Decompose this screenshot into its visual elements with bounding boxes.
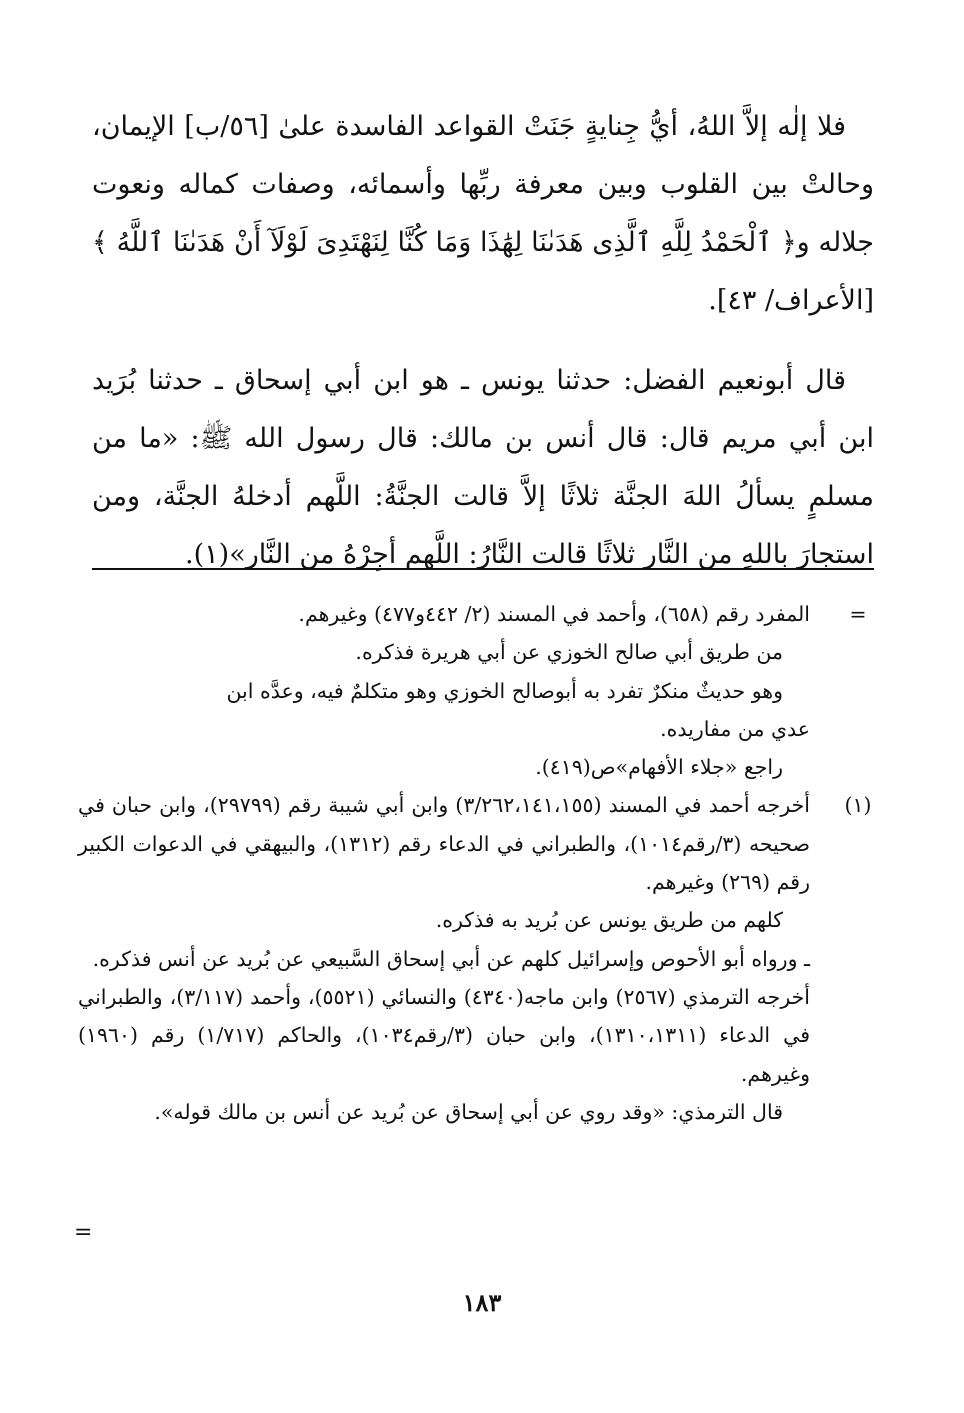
footnote-line bbox=[78, 978, 888, 1093]
footnote-line bbox=[78, 786, 888, 901]
footnote-line bbox=[78, 748, 888, 786]
paragraph-1: فلا إلٰه إلاَّ اللهُ، أيُّ جِنايةٍ جَنَتْ القواعد الفاسدة علىٰ [٥٦/ب] الإيمان، وحالتْ بين القلوب وبين معرفة ربِّها وأسمائه، وصفات كماله ونعوت جلاله و﴿ ٱلْحَمْدُ لِلَّهِ ٱلَّذِى هَدَىٰنَا لِهَٰذَا وَمَا كُنَّا لِنَهْتَدِىَ لَوْلَآ أَنْ هَدَىٰنَا ٱللَّهُ ﴾ [الأعراف/ ٤٣]. bbox=[92, 111, 874, 316]
footnote-text: راجع «جلاء الأفهام»ص(٤١٩). bbox=[535, 755, 783, 780]
continuation-mark: = bbox=[74, 1220, 93, 1245]
footnote-line bbox=[78, 672, 888, 710]
footnote-line bbox=[78, 595, 888, 633]
footnote-text: من طريق أبي صالح الخوزي عن أبي هريرة فذكره. bbox=[355, 640, 783, 665]
footnote-text: وهو حديثٌ منكرٌ تفرد به أبوصالح الخوزي وهو متكلمٌ فيه، وعدَّه ابن bbox=[226, 678, 783, 703]
footnote-text: قال الترمذي: «وقد روي عن أبي إسحاق عن بُريد عن أنس بن مالك قوله». bbox=[154, 1099, 783, 1124]
footnote-line bbox=[78, 901, 888, 939]
footnote-text: ـ ورواه أبو الأحوص وإسرائيل كلهم عن أبي إسحاق السَّبيعي عن بُريد عن أنس فذكره. bbox=[92, 946, 810, 971]
footnote-line bbox=[78, 633, 888, 671]
footnote-text: عدي من مفاريده. bbox=[660, 716, 810, 741]
footnote-text: أخرجه أحمد في المسند (٣/٢٦٢،١٤١،١٥٥) وابن أبي شيبة رقم (٢٩٧٩٩)، وابن حبان في صحيحه (٣/رقم١٠١٤)، والطبراني في الدعاء رقم (١٣١٢)، والبيهقي في الدعوات الكبير رقم (٢٦٩) وغيرهم. bbox=[78, 793, 810, 895]
footnote-line bbox=[78, 1093, 888, 1131]
footnote-marker: (١) bbox=[844, 793, 872, 818]
footnote-text: كلهم من طريق يونس عن بُريد به فذكره. bbox=[435, 908, 783, 933]
footnote-text: أخرجه الترمذي (٢٥٦٧) وابن ماجه(٤٣٤٠) والنسائي (٥٥٢١)، وأحمد (٣/١١٧)، والطبراني في الدعاء (١٣١٠،١٣١١)، وابن حبان (٣/رقم١٠٣٤)، والحاكم (١/٧١٧) رقم (١٩٦٠) وغيرهم. bbox=[78, 984, 810, 1086]
footnotes bbox=[78, 595, 888, 1131]
footnote-separator bbox=[92, 568, 874, 570]
page-number: ١٨٣ bbox=[462, 1288, 502, 1317]
footnote-line bbox=[78, 940, 888, 978]
footnote-marker: = bbox=[849, 602, 867, 626]
main-text bbox=[92, 98, 874, 584]
footnote-line bbox=[78, 710, 888, 748]
footnote-text: المفرد رقم (٦٥٨)، وأحمد في المسند (٢/ ٤٤٢و٤٧٧) وغيرهم. bbox=[298, 602, 810, 626]
paragraph-2: قال أبونعيم الفضل: حدثنا يونس ـ هو ابن أبي إسحاق ـ حدثنا بُرَيد ابن أبي مريم قال: قال أنس بن مالك: قال رسول الله ﷺ: «ما من مسلمٍ يسألُ اللهَ الجنَّة ثلاثًا إلاَّ قالت الجنَّةُ: اللَّهم أدخلهُ الجنَّة، ومن استجارَ باللهِ من النَّار ثلاثًا قالت النَّارُ: اللَّهم أجِرْهُ من النَّار»(١). bbox=[92, 365, 874, 570]
